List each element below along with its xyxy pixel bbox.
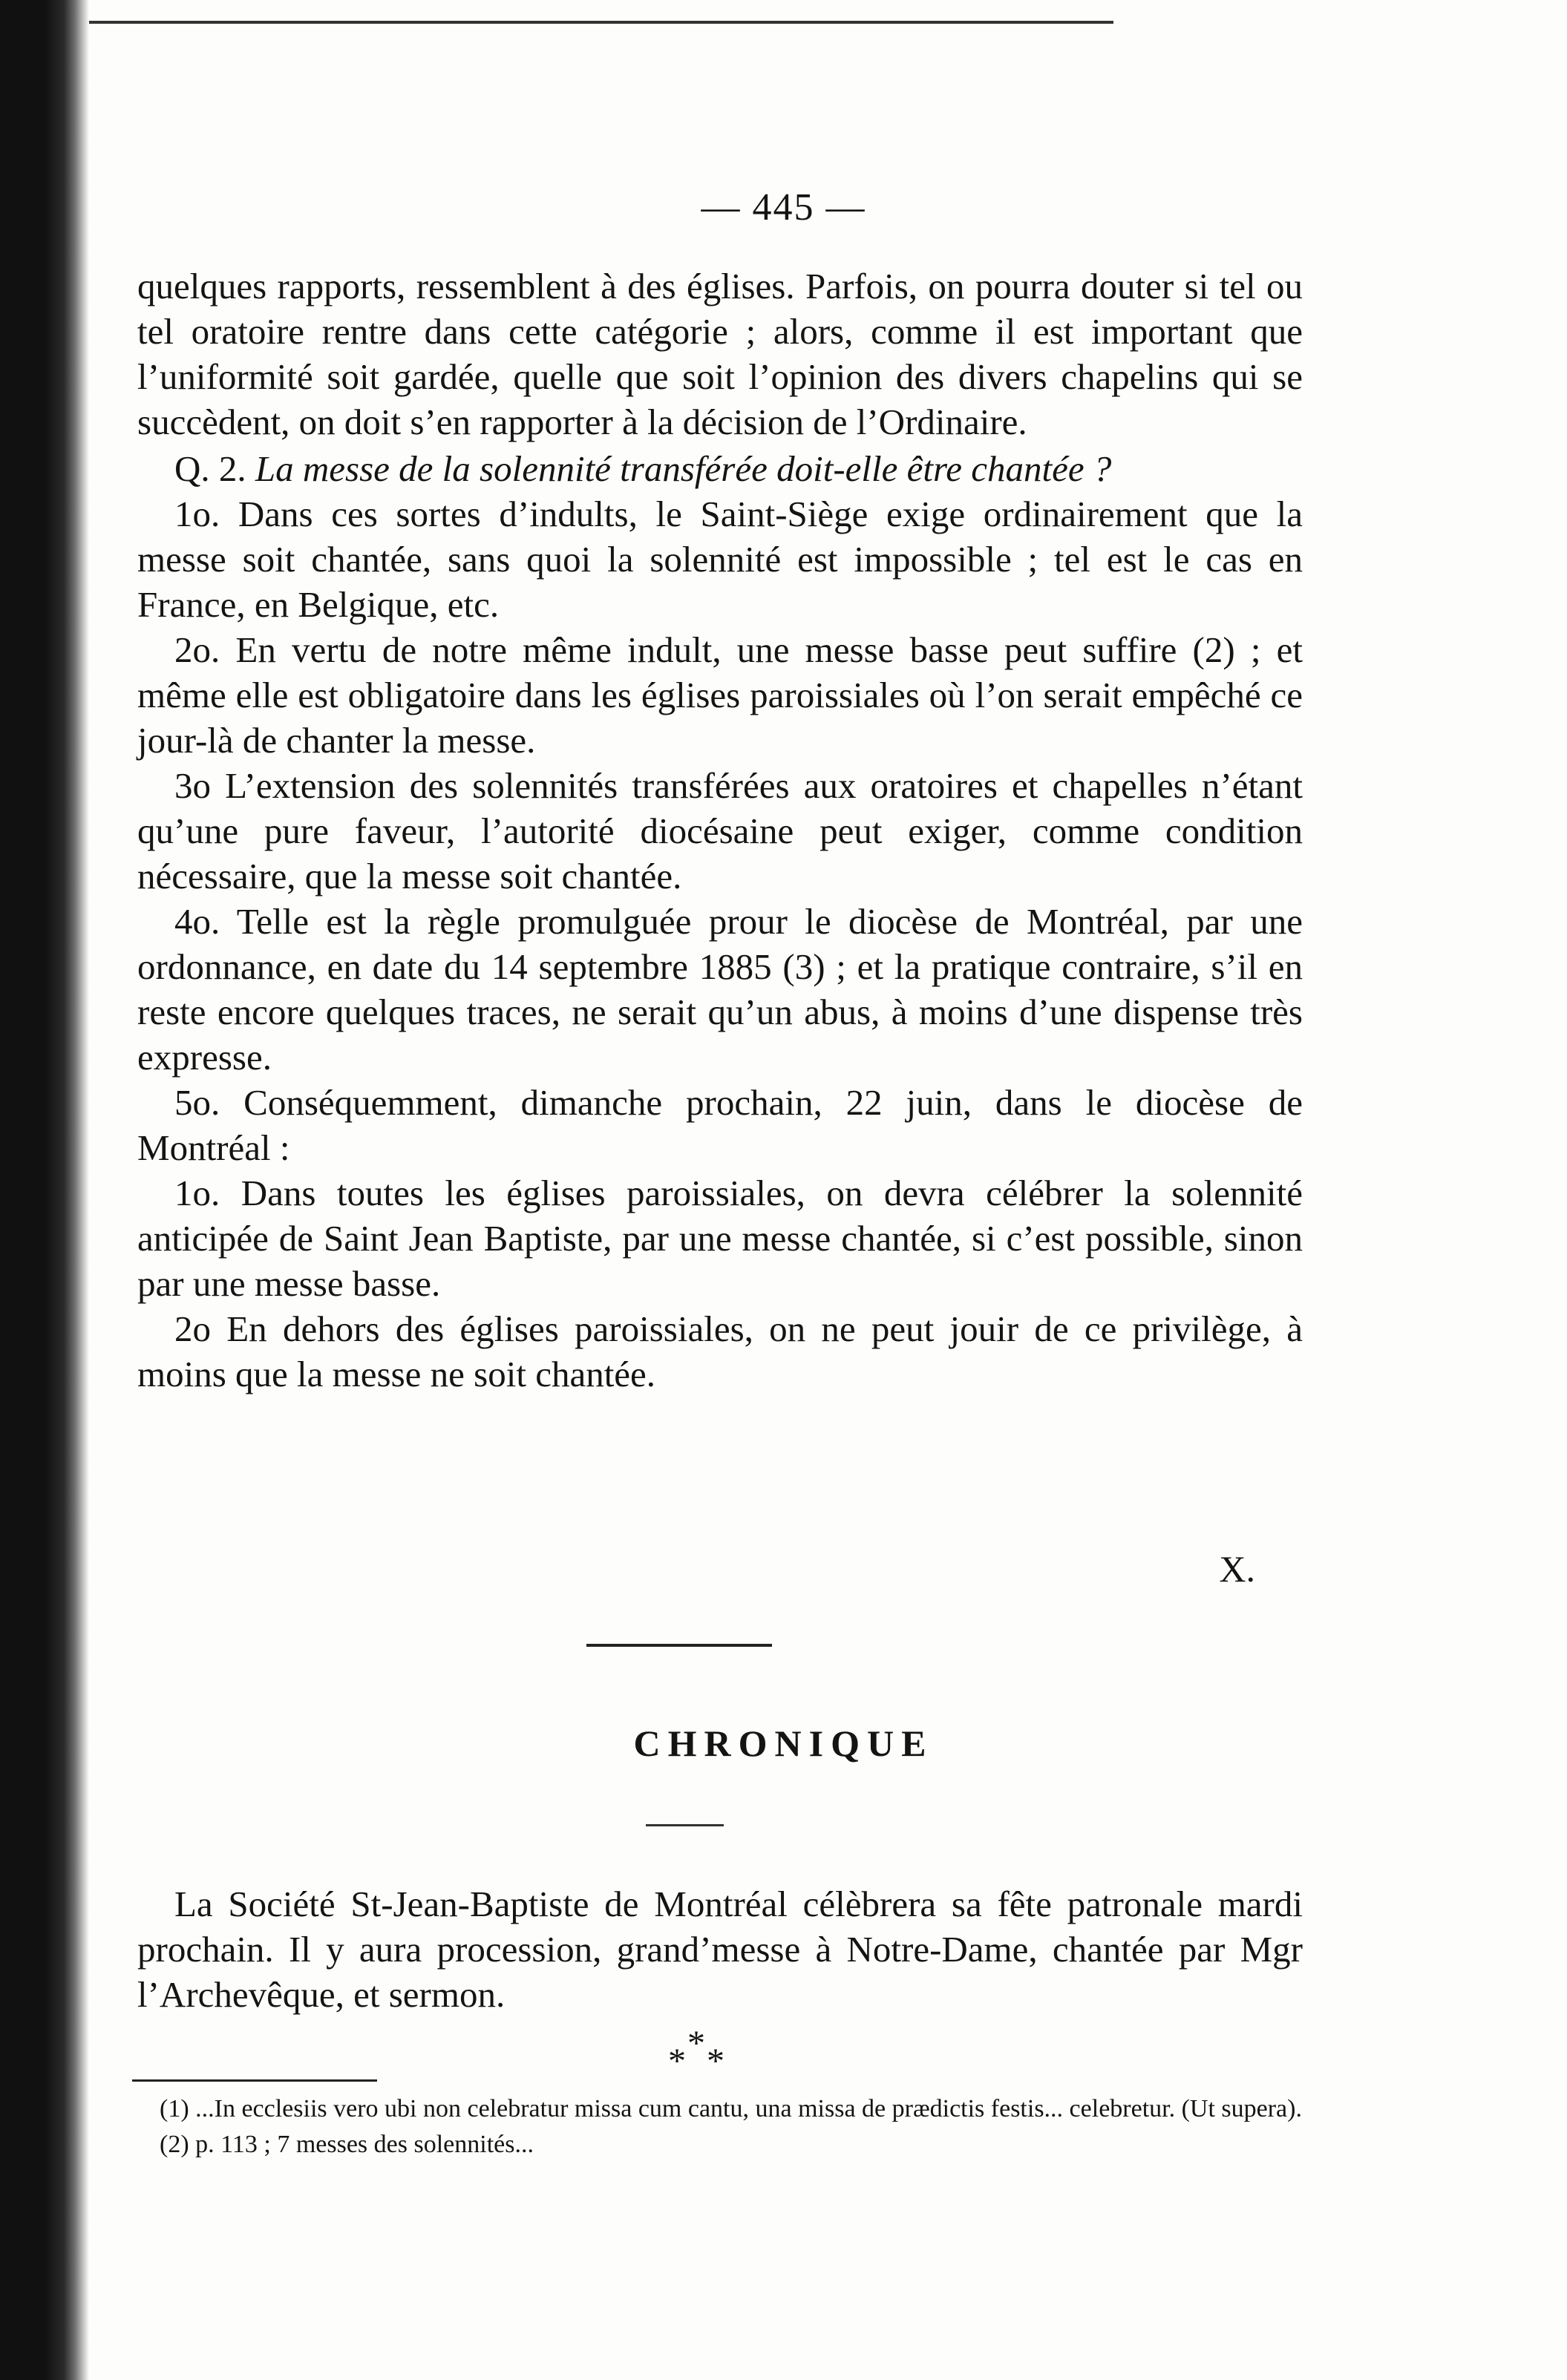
footnote: (1) ...In ecclesiis vero ubi non celebratur missa cum cantu, una missa de prædictis festis... celebretur. (Ut supera).: [160, 2095, 1302, 2122]
paragraph: 4o. Telle est la règle promulguée prour le diocèse de Montréal, par une ordonnance, en date du 14 septembre 1885 (3) ; et la pratique contraire, s’il en reste encore quelques traces, ne serait qu’un abus, à moins d’une dispense très expresse.: [137, 901, 1303, 1078]
paragraph: quelques rapports, ressemblent à des églises. Parfois, on pourra douter si tel ou tel oratoire rentre dans cette catégorie ; alors, comme il est important que l’uniformité soit gardée, quelle que soit l’opinion des divers chapelins qui se succèdent, on doit s’en rapporter à la décision de l’Ordinaire.: [137, 266, 1303, 442]
section-divider: [586, 1644, 772, 1647]
paragraph: 2o. En vertu de notre même indult, une messe basse peut suffire (2) ; et même elle est obligatoire dans les églises paroissiales où l’on serait empêché ce jour-là de chanter la messe.: [137, 629, 1303, 761]
body-text: [137, 263, 1303, 1397]
signature: X.: [1219, 1548, 1255, 1590]
footnotes: [137, 2093, 1303, 2161]
footnote-rule: [132, 2079, 377, 2082]
question-label: Q. 2.: [174, 448, 246, 489]
footnote: (2) p. 113 ; 7 messes des solennités...: [160, 2131, 534, 2158]
heading-rule: [646, 1824, 724, 1826]
paragraph: 1o. Dans ces sortes d’indults, le Saint-Siège exige ordinairement que la messe soit chantée, sans quoi la solennité est impossible ; tel est le cas en France, en Belgique, etc.: [137, 494, 1303, 625]
paragraph: 1o. Dans toutes les églises paroissiales, on devra célébrer la solennité anticipée de Saint Jean Baptiste, par une messe chantée, si c’est possible, sinon par une messe basse.: [137, 1173, 1303, 1304]
asterism-star: *: [707, 2042, 724, 2081]
question-text: La messe de la solennité transférée doit-elle être chantée ?: [255, 448, 1112, 489]
chronique-text: [137, 1881, 1303, 2017]
page-number: — 445 —: [701, 186, 866, 229]
paragraph: La Société St-Jean-Baptiste de Montréal célèbrera sa fête patronale mardi prochain. Il y aura procession, grand’messe à Notre-Dame, chantée par Mgr l’Archevêque, et sermon.: [137, 1884, 1303, 2015]
paragraph: 5o. Conséquemment, dimanche prochain, 22 juin, dans le diocèse de Montréal :: [137, 1082, 1303, 1168]
paragraph: 3o L’extension des solennités transférées aux oratoires et chapelles n’étant qu’une pure faveur, l’autorité diocésaine peut exiger, comme condition nécessaire, que la messe soit chantée.: [137, 765, 1303, 896]
page-binding-edge: [0, 0, 89, 2380]
question: [137, 446, 1303, 491]
section-heading: CHRONIQUE: [633, 1722, 934, 1764]
paragraph: 2o En dehors des églises paroissiales, on ne peut jouir de ce privilège, à moins que la messe ne soit chantée.: [137, 1308, 1303, 1394]
asterism-star: *: [687, 2024, 705, 2063]
page-top-edge: [89, 21, 1113, 24]
asterism-star: *: [668, 2042, 686, 2081]
